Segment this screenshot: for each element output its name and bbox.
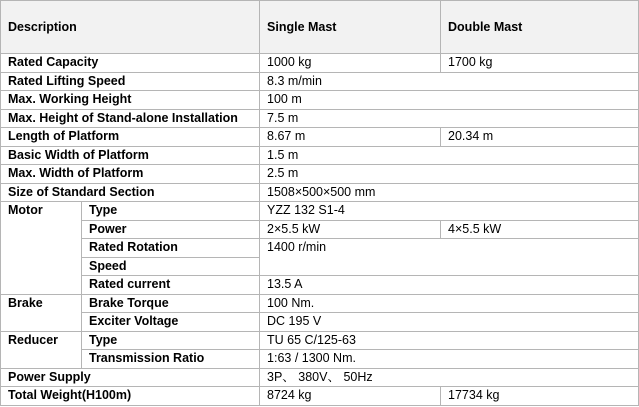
row-basic-width bbox=[1, 146, 639, 165]
row-label: Rated Capacity bbox=[1, 54, 260, 73]
shared-value: 3P、 380V、 50Hz bbox=[260, 368, 639, 387]
row-rated-capacity bbox=[1, 54, 639, 73]
row-motor-rated-rotation bbox=[1, 239, 639, 258]
group-label-reducer: Reducer bbox=[1, 331, 82, 368]
shared-value: DC 195 V bbox=[260, 313, 639, 332]
row-total-weight bbox=[1, 387, 639, 406]
row-length-of-platform bbox=[1, 128, 639, 147]
header-single-mast: Single Mast bbox=[260, 1, 441, 54]
sub-label: Rated Rotation bbox=[82, 239, 260, 258]
double-mast-value: 17734 kg bbox=[441, 387, 639, 406]
single-mast-value: 1000 kg bbox=[260, 54, 441, 73]
row-label: Rated Lifting Speed bbox=[1, 72, 260, 91]
double-mast-value: 4×5.5 kW bbox=[441, 220, 639, 239]
sub-label: Power bbox=[82, 220, 260, 239]
double-mast-value: 1700 kg bbox=[441, 54, 639, 73]
double-mast-value: 20.34 m bbox=[441, 128, 639, 147]
shared-value: 1.5 m bbox=[260, 146, 639, 165]
sub-label: Rated current bbox=[82, 276, 260, 295]
shared-value: 13.5 A bbox=[260, 276, 639, 295]
sub-label: Transmission Ratio bbox=[82, 350, 260, 369]
shared-value: TU 65 C/125-63 bbox=[260, 331, 639, 350]
shared-value: 7.5 m bbox=[260, 109, 639, 128]
row-label: Max. Height of Stand-alone Installation bbox=[1, 109, 260, 128]
single-mast-value: 8724 kg bbox=[260, 387, 441, 406]
table-header bbox=[1, 1, 639, 54]
row-label: Power Supply bbox=[1, 368, 260, 387]
row-motor-rated-current bbox=[1, 276, 639, 295]
row-label: Size of Standard Section bbox=[1, 183, 260, 202]
row-max-height-standalone bbox=[1, 109, 639, 128]
shared-value: YZZ 132 S1-4 bbox=[260, 202, 639, 221]
row-label: Basic Width of Platform bbox=[1, 146, 260, 165]
shared-value: 1508×500×500 mm bbox=[260, 183, 639, 202]
group-label-motor: Motor bbox=[1, 202, 82, 295]
row-brake-exciter-voltage bbox=[1, 313, 639, 332]
shared-value: 100 m bbox=[260, 91, 639, 110]
header-double-mast: Double Mast bbox=[441, 1, 639, 54]
row-motor-power bbox=[1, 220, 639, 239]
row-reducer-type bbox=[1, 331, 639, 350]
row-max-width bbox=[1, 165, 639, 184]
single-mast-value: 2×5.5 kW bbox=[260, 220, 441, 239]
row-label: Total Weight(H100m) bbox=[1, 387, 260, 406]
shared-value: 100 Nm. bbox=[260, 294, 639, 313]
sub-label: Speed bbox=[82, 257, 260, 276]
row-label: Max. Width of Platform bbox=[1, 165, 260, 184]
row-label: Max. Working Height bbox=[1, 91, 260, 110]
row-power-supply bbox=[1, 368, 639, 387]
sub-label: Exciter Voltage bbox=[82, 313, 260, 332]
group-label-brake: Brake bbox=[1, 294, 82, 331]
shared-value: 1400 r/min bbox=[260, 239, 639, 276]
row-brake-torque bbox=[1, 294, 639, 313]
row-standard-section bbox=[1, 183, 639, 202]
row-label: Length of Platform bbox=[1, 128, 260, 147]
header-row bbox=[1, 1, 639, 54]
row-max-working-height bbox=[1, 91, 639, 110]
row-rated-lifting-speed bbox=[1, 72, 639, 91]
sub-label: Type bbox=[82, 202, 260, 221]
sub-label: Brake Torque bbox=[82, 294, 260, 313]
row-reducer-transmission-ratio bbox=[1, 350, 639, 369]
shared-value: 1:63 / 1300 Nm. bbox=[260, 350, 639, 369]
single-mast-value: 8.67 m bbox=[260, 128, 441, 147]
shared-value: 8.3 m/min bbox=[260, 72, 639, 91]
row-motor-type bbox=[1, 202, 639, 221]
sub-label: Type bbox=[82, 331, 260, 350]
header-description: Description bbox=[1, 1, 260, 54]
shared-value: 2.5 m bbox=[260, 165, 639, 184]
